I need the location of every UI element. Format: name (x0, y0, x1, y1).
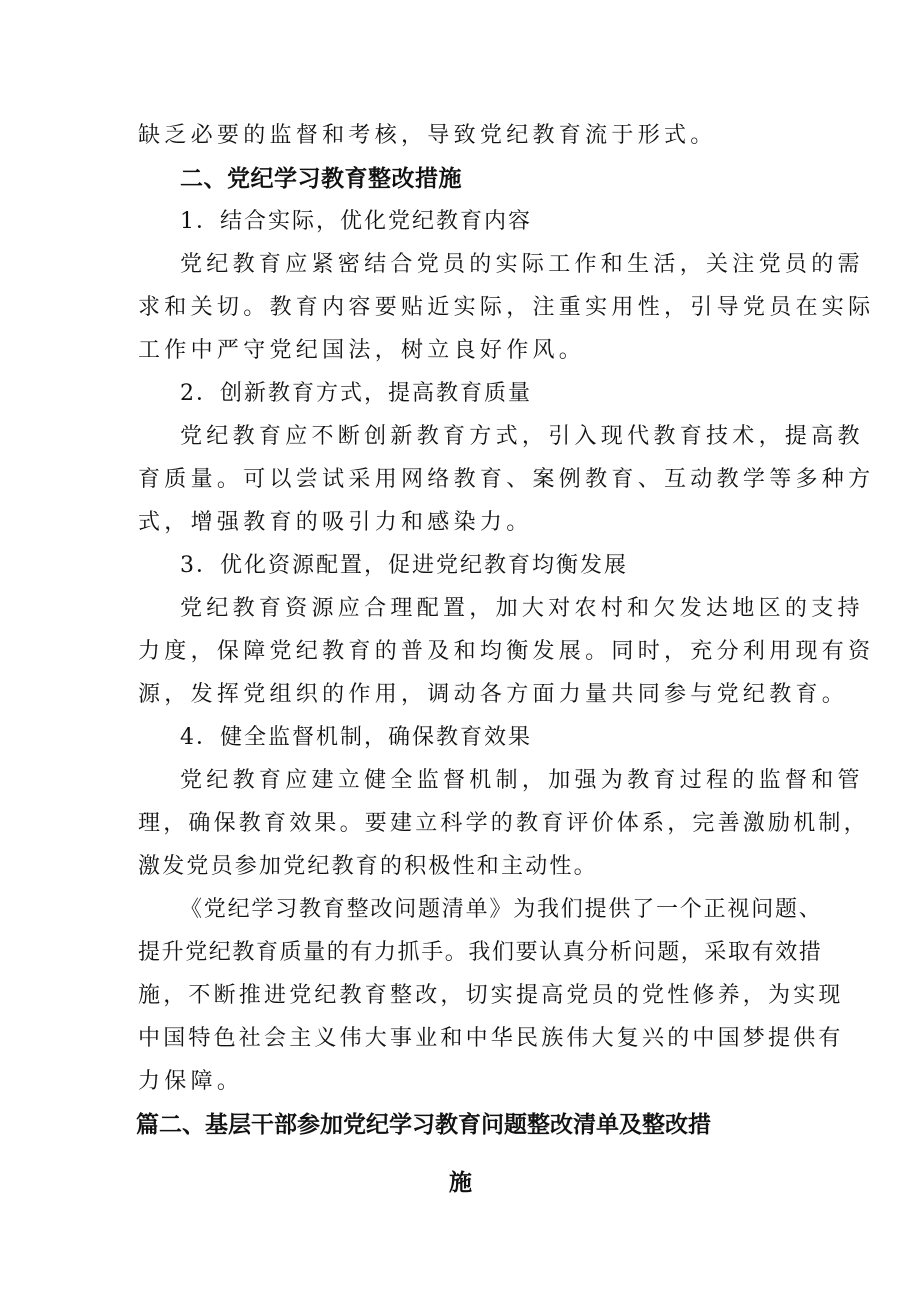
paragraph-line: 育质量。可以尝试采用网络教育、案例教育、互动教学等多种方 (138, 467, 875, 492)
section-heading: 二、党纪学习教育整改措施 (180, 166, 462, 192)
paragraph-line: 中国特色社会主义伟大事业和中华民族伟大复兴的中国梦提供有 (138, 1026, 844, 1051)
paragraph-line: 《党纪学习教育整改问题清单》为我们提供了一个正视问题、 (180, 897, 823, 922)
paragraph-line: 党纪教育应建立健全监督机制，加强为教育过程的监督和管 (180, 768, 864, 793)
item-heading-4: 4．健全监督机制，确保教育效果 (180, 725, 532, 750)
item-heading-3: 3．优化资源配置，促进党纪教育均衡发展 (180, 553, 628, 578)
paragraph-line: 提升党纪教育质量的有力抓手。我们要认真分析问题，采取有效措 (138, 940, 823, 965)
chapter-heading-continuation: 施 (449, 1170, 472, 1196)
paragraph-line: 力度，保障党纪教育的普及和均衡发展。同时，充分利用现有资 (138, 639, 875, 664)
item-heading-1: 1．结合实际，优化党纪教育内容 (180, 209, 532, 234)
paragraph-line: 激发党员参加党纪教育的积极性和主动性。 (138, 854, 598, 879)
paragraph-line: 施，不断推进党纪教育整改，切实提高党员的党性修养，为实现 (138, 983, 844, 1008)
paragraph-line: 工作中严守党纪国法，树立良好作风。 (138, 338, 586, 363)
paragraph-line: 源，发挥党组织的作用，调动各方面力量共同参与党纪教育。 (138, 682, 849, 707)
paragraph-line: 党纪教育应紧密结合党员的实际工作和生活，关注党员的需 (180, 252, 864, 277)
paragraph-line: 党纪教育资源应合理配置，加大对农村和欠发达地区的支持 (180, 596, 864, 621)
paragraph-line: 缺乏必要的监督和考核，导致党纪教育流于形式。 (138, 123, 717, 148)
paragraph-line: 力保障。 (138, 1069, 244, 1094)
paragraph-line: 党纪教育应不断创新教育方式，引入现代教育技术，提高教 (180, 424, 864, 449)
paragraph-line: 理，确保教育效果。要建立科学的教育评价体系，完善激励机制， (138, 811, 869, 836)
paragraph-line: 求和关切。教育内容要贴近实际，注重实用性，引导党员在实际 (138, 295, 875, 320)
item-heading-2: 2．创新教育方式，提高教育质量 (180, 381, 532, 406)
chapter-heading: 篇二、基层干部参加党纪学习教育问题整改清单及整改措 (136, 1112, 711, 1138)
paragraph-line: 式，增强教育的吸引力和感染力。 (138, 510, 533, 535)
